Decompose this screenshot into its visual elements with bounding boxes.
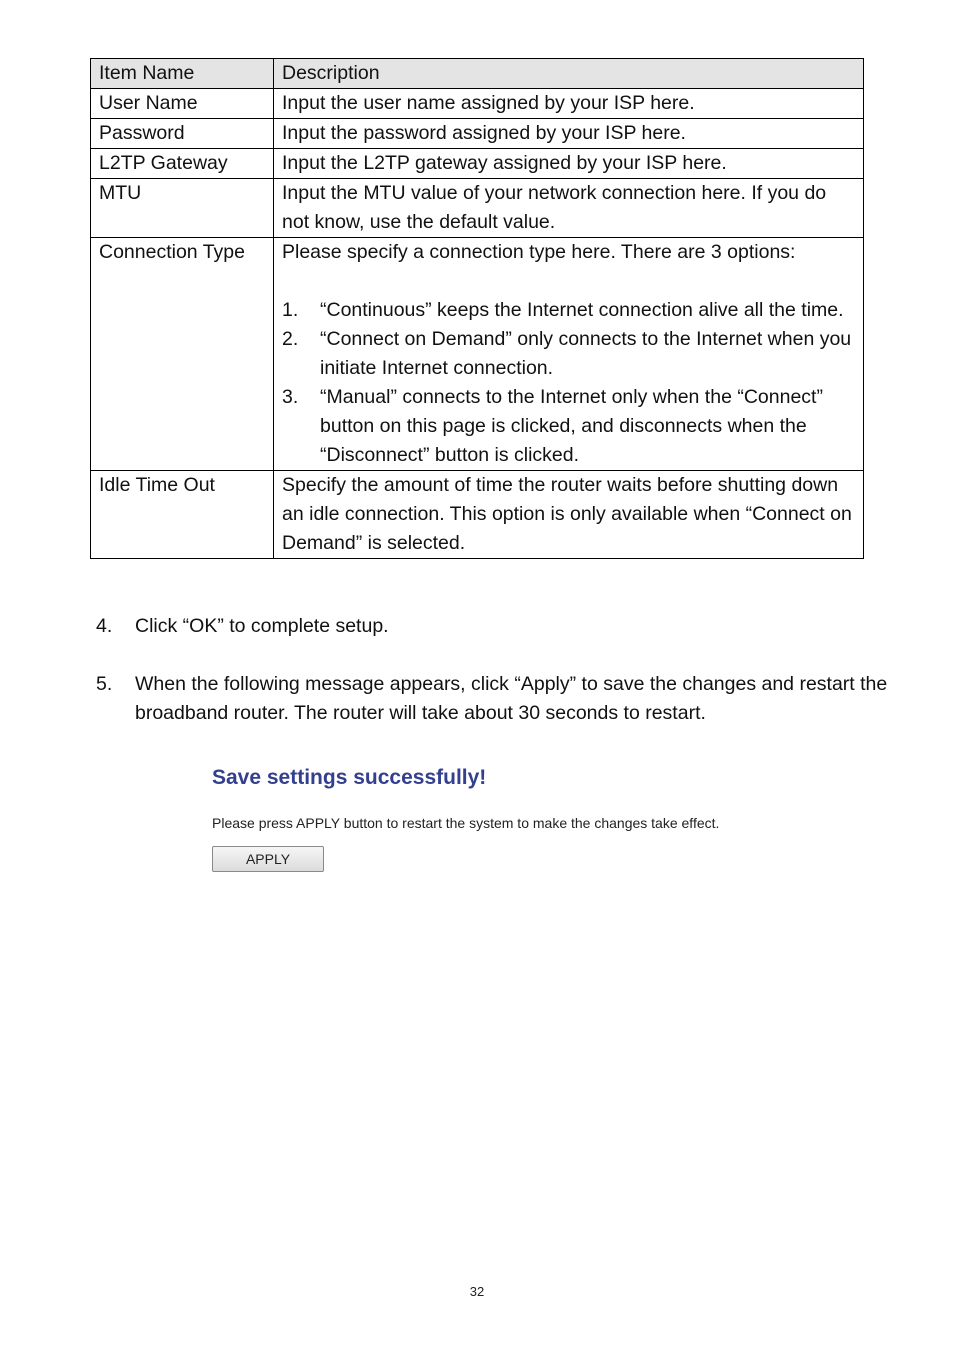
option-number: 1.	[282, 299, 299, 321]
table-row	[91, 238, 864, 471]
save-success-title: Save settings successfully!	[212, 766, 487, 789]
setup-steps	[96, 612, 906, 757]
list-item	[282, 325, 855, 383]
row-name: Connection Type	[91, 238, 274, 471]
table-row	[91, 179, 864, 238]
restart-message: Please press APPLY button to restart the system to make the changes take effect.	[212, 815, 720, 831]
header-item-name: Item Name	[91, 59, 274, 89]
list-item	[96, 670, 906, 728]
connection-type-intro: Please specify a connection type here. There are 3 options:	[282, 241, 796, 263]
row-name: User Name	[91, 89, 274, 119]
row-description: Input the MTU value of your network connection here. If you do not know, use the default value.	[274, 179, 864, 238]
row-description: Specify the amount of time the router waits before shutting down an idle connection. This option is only available when “Connect on Demand” is selected.	[274, 471, 864, 559]
table-row	[91, 149, 864, 179]
option-text: “Continuous” keeps the Internet connection alive all the time.	[320, 299, 844, 321]
row-name: L2TP Gateway	[91, 149, 274, 179]
row-description: Input the L2TP gateway assigned by your ISP here.	[274, 149, 864, 179]
row-name: Password	[91, 119, 274, 149]
connection-type-options	[282, 296, 855, 470]
option-number: 3.	[282, 386, 299, 408]
table-row	[91, 471, 864, 559]
row-name: MTU	[91, 179, 274, 238]
row-description: Input the user name assigned by your ISP here.	[274, 89, 864, 119]
table-header-row	[91, 59, 864, 89]
table-row	[91, 119, 864, 149]
page-number: 32	[469, 1284, 485, 1299]
option-text: “Manual” connects to the Internet only when the “Connect” button on this page is clicked, and disconnects when the “Disconnect” button is clicked.	[320, 386, 823, 466]
row-name: Idle Time Out	[91, 471, 274, 559]
option-number: 2.	[282, 328, 299, 350]
row-description	[274, 238, 864, 471]
save-settings-screenshot	[212, 762, 772, 872]
list-item	[282, 383, 855, 470]
list-item	[96, 612, 906, 641]
list-item	[282, 296, 855, 325]
step-number: 4.	[96, 615, 113, 637]
item-description-table	[90, 58, 864, 559]
option-text: “Connect on Demand” only connects to the Internet when you initiate Internet connection.	[320, 328, 852, 379]
header-description: Description	[274, 59, 864, 89]
step-number: 5.	[96, 673, 113, 695]
apply-button[interactable]: APPLY	[212, 846, 324, 872]
table-row	[91, 89, 864, 119]
row-description: Input the password assigned by your ISP here.	[274, 119, 864, 149]
step-text: Click “OK” to complete setup.	[135, 615, 389, 637]
step-text: When the following message appears, click “Apply” to save the changes and restart the broadband router. The router will take about 30 seconds to restart.	[135, 673, 888, 724]
